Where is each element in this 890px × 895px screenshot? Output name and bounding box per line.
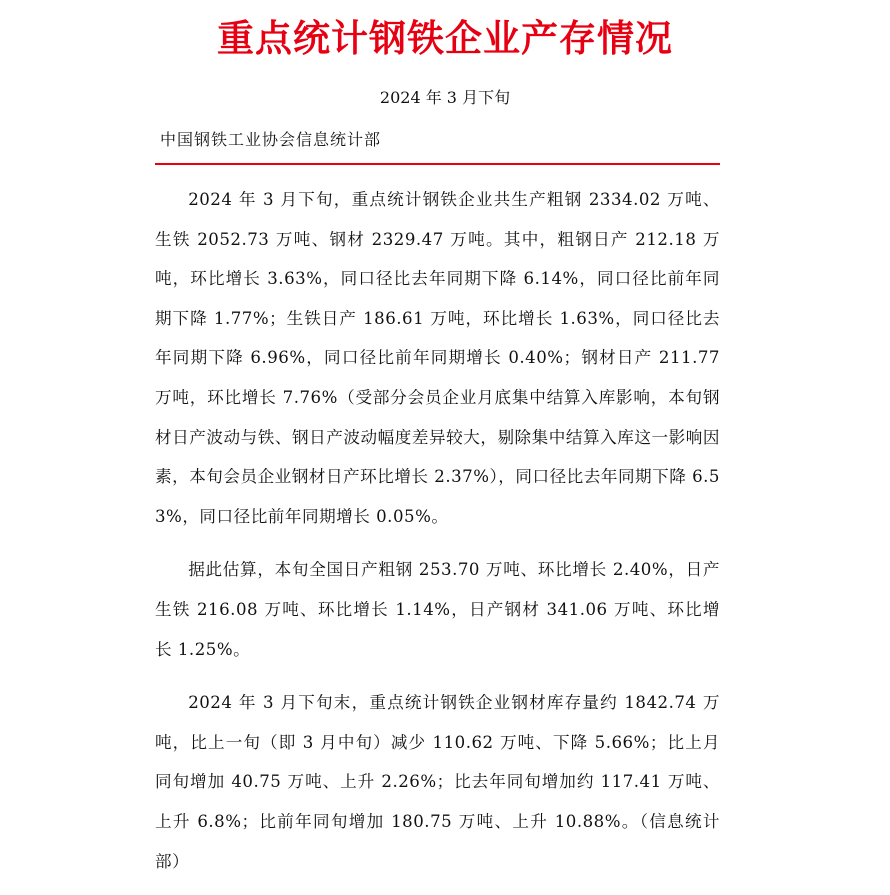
organization-name: 中国钢铁工业协会信息统计部: [160, 130, 382, 149]
document-body: [155, 180, 720, 895]
header-divider: [155, 163, 720, 165]
paragraph-inventory: 2024 年 3 月下旬末，重点统计钢铁企业钢材库存量约 1842.74 万吨，比上一旬（即 3 月中旬）减少 110.62 万吨、下降 5.66%；比上月同旬增加 40.75 万吨、上升 2.26%；比去年同旬增加约 117.41 万吨、上升 6.8%；比前年同旬增加 180.75 万吨、上升 10.88%。（信息统计部）: [155, 693, 720, 871]
document-date: 2024 年 3 月下旬: [379, 88, 511, 107]
paragraph-production: 2024 年 3 月下旬，重点统计钢铁企业共生产粗钢 2334.02 万吨、生铁 2052.73 万吨、钢材 2329.47 万吨。其中，粗钢日产 212.18 万吨，环比增长 3.63%，同口径比去年同期下降 6.14%，同口径比前年同期下降 1.77%；生铁日产 186.61 万吨，环比增长 1.63%，同口径比去年同期下降 6.96%，同口径比前年同期增长 0.40%；钢材日产 211.77 万吨，环比增长 7.76%（受部分会员企业月底集中结算入库影响，本旬钢材日产波动与铁、钢日产波动幅度差异较大，剔除集中结算入库这一影响因素，本旬会员企业钢材日产环比增长 2.37%），同口径比去年同期下降 6.53%，同口径比前年同期增长 0.05%。: [155, 190, 720, 526]
document-title: 重点统计钢铁企业产存情况: [217, 16, 673, 60]
paragraph-national-estimate: 据此估算，本旬全国日产粗钢 253.70 万吨、环比增长 2.40%，日产生铁 216.08 万吨、环比增长 1.14%，日产钢材 341.06 万吨、环比增长 1.25%。: [155, 560, 720, 659]
